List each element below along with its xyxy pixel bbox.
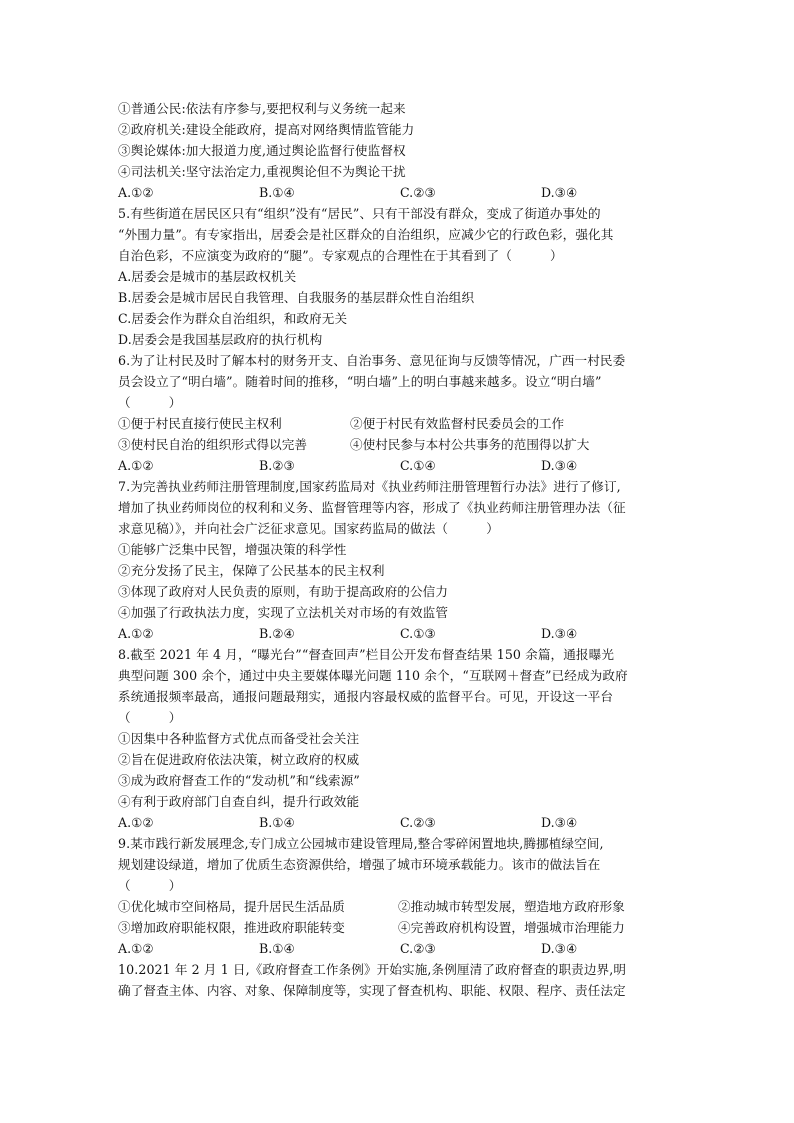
q6-option-b: B.②③ bbox=[259, 458, 295, 473]
q9-statement-4: ④完善政府机构设置，增强城市治理能力 bbox=[398, 920, 625, 935]
q5-stem-line-2: “外围力量”。有专家指出，居委会是社区群众的自治组织，应减少它的行政色彩，强化其 bbox=[118, 227, 614, 242]
q8-stem-line-4: （ ） bbox=[118, 710, 182, 725]
q10-stem-line-1: 10.2021 年 2 月 1 日,《政府督查工作条例》开始实施,条例厘清了政府督查的职责边界,明 bbox=[118, 962, 627, 977]
q9-stem-line-2: 规划建设绿道，增加了优质生态资源供给，增强了城市环境承载能力。该市的做法旨在 bbox=[118, 857, 601, 872]
q8-stem-line-2: 典型问题 300 余个，通过中央主要媒体曝光问题 110 余个，“互联网＋督查”已经成为政府 bbox=[118, 668, 628, 683]
q8-option-a: A.①② bbox=[118, 815, 154, 830]
q7-stem-line-3: 求意见稿）》，并向社会广泛征求意见。国家药监局的做法（ ） bbox=[118, 521, 499, 536]
q8-option-d: D.③④ bbox=[541, 815, 578, 830]
q6-statement-3: ③使村民自治的组织形式得以完善 bbox=[118, 437, 307, 452]
q8-statement-3: ③成为政府督查工作的“发动机”和“线索源” bbox=[118, 773, 360, 788]
q6-stem-line-3: （ ） bbox=[118, 395, 182, 410]
q6-statement-1: ①便于村民直接行使民主权利 bbox=[118, 416, 282, 431]
q7-options bbox=[118, 623, 678, 644]
q9-option-b: B.①④ bbox=[259, 941, 295, 956]
q9-statements-row-1 bbox=[118, 896, 678, 917]
q4-option-d: D.③④ bbox=[541, 185, 578, 200]
q6-option-c: C.①④ bbox=[400, 458, 436, 473]
q5-choice-a: A.居委会是城市的基层政权机关 bbox=[118, 269, 297, 284]
q5-choice-d: D.居委会是我国基层政府的执行机构 bbox=[118, 332, 323, 347]
q4-options bbox=[118, 182, 678, 203]
q8-option-c: C.②③ bbox=[400, 815, 436, 830]
q4-statement-3: ③舆论媒体:加大报道力度,通过舆论监督行使监督权 bbox=[118, 143, 406, 158]
q8-stem-line-1: 8.截至 2021 年 4 月，“曝光台”“督查回声”栏目公开发布督查结果 150 余篇，通报曝光 bbox=[118, 647, 615, 662]
q8-statement-2: ②旨在促进政府依法决策，树立政府的权威 bbox=[118, 752, 360, 767]
q6-stem-line-1: 6.为了让村民及时了解本村的财务开支、自治事务、意见征询与反馈等情况，广西一村民委 bbox=[118, 353, 626, 368]
q9-statement-2: ②推动城市转型发展，塑造地方政府形象 bbox=[398, 899, 625, 914]
q7-option-c: C.①③ bbox=[400, 626, 436, 641]
q7-option-a: A.①② bbox=[118, 626, 154, 641]
q9-option-d: D.③④ bbox=[541, 941, 578, 956]
q7-statement-3: ③体现了政府对人民负责的原则，有助于提高政府的公信力 bbox=[118, 584, 449, 599]
q9-option-c: C.②③ bbox=[400, 941, 436, 956]
q8-statement-1: ①因集中各种监督方式优点而备受社会关注 bbox=[118, 731, 360, 746]
q7-option-b: B.②④ bbox=[259, 626, 295, 641]
q7-statement-4: ④加强了行政执法力度，实现了立法机关对市场的有效监管 bbox=[118, 605, 449, 620]
q6-statement-2: ②便于村民有效监督村民委员会的工作 bbox=[350, 416, 565, 431]
q9-statement-3: ③增加政府职能权限，推进政府职能转变 bbox=[118, 920, 345, 935]
q8-option-b: B.①④ bbox=[259, 815, 295, 830]
q7-stem-line-1: 7.为完善执业药师注册管理制度,国家药监局对《执业药师注册管理暂行办法》进行了修订, bbox=[118, 479, 621, 494]
q6-statements-row-1 bbox=[118, 413, 678, 434]
q5-stem-line-3: 自治色彩，不应演变为政府的“腿”。专家观点的合理性在于其看到了（ ） bbox=[118, 248, 563, 263]
q6-statements-row-2 bbox=[118, 434, 678, 455]
q4-statement-2: ②政府机关:建设全能政府，提高对网络舆情监管能力 bbox=[118, 122, 415, 137]
q7-statement-2: ②充分发扬了民主，保障了公民基本的民主权利 bbox=[118, 563, 385, 578]
q6-option-a: A.①② bbox=[118, 458, 154, 473]
q9-options bbox=[118, 938, 678, 959]
q7-option-d: D.③④ bbox=[541, 626, 578, 641]
q8-statement-4: ④有利于政府部门自查自纠，提升行政效能 bbox=[118, 794, 360, 809]
q9-statement-1: ①优化城市空间格局，提升居民生活品质 bbox=[118, 899, 345, 914]
q4-option-a: A.①② bbox=[118, 185, 154, 200]
q4-statement-1: ①普通公民:依法有序参与,要把权利与义务统一起来 bbox=[118, 101, 406, 116]
q5-stem-line-1: 5.有些街道在居民区只有“组织”没有“居民”、只有干部没有群众，变成了街道办事处的 bbox=[118, 206, 601, 221]
q4-statement-4: ④司法机关:坚守法治定力,重视舆论但不为舆论干扰 bbox=[118, 164, 406, 179]
q7-statement-1: ①能够广泛集中民智，增强决策的科学性 bbox=[118, 542, 347, 557]
q10-stem-line-2: 确了督查主体、内容、对象、保障制度等，实现了督查机构、职能、权限、程序、责任法定 bbox=[118, 983, 626, 998]
q9-option-a: A.①② bbox=[118, 941, 154, 956]
q4-option-c: C.②③ bbox=[400, 185, 436, 200]
q5-choice-c: C.居委会作为群众自治组织，和政府无关 bbox=[118, 311, 348, 326]
q9-stem-line-3: （ ） bbox=[118, 878, 182, 893]
q8-stem-line-3: 系统通报频率最高，通报问题最翔实，通报内容最权威的监督平台。可见，开设这一平台 bbox=[118, 689, 614, 704]
q4-option-b: B.①④ bbox=[259, 185, 295, 200]
q6-stem-line-2: 员会设立了“明白墙”。随着时间的推移，“明白墙”上的明白事越来越多。设立“明白墙” bbox=[118, 374, 602, 389]
q8-options bbox=[118, 812, 678, 833]
q7-stem-line-2: 增加了执业药师岗位的权利和义务、监督管理等内容，形成了《执业药师注册管理办法（征 bbox=[118, 500, 626, 515]
q6-statement-4: ④使村民参与本村公共事务的范围得以扩大 bbox=[350, 437, 590, 452]
q9-statements-row-2 bbox=[118, 917, 678, 938]
exam-page bbox=[118, 98, 678, 1001]
q5-choice-b: B.居委会是城市居民自我管理、自我服务的基层群众性自治组织 bbox=[118, 290, 475, 305]
q9-stem-line-1: 9.某市践行新发展理念,专门成立公园城市建设管理局,整合零碎闲置地块,腾挪植绿空间, bbox=[118, 836, 604, 851]
q6-option-d: D.③④ bbox=[541, 458, 578, 473]
q6-options bbox=[118, 455, 678, 476]
